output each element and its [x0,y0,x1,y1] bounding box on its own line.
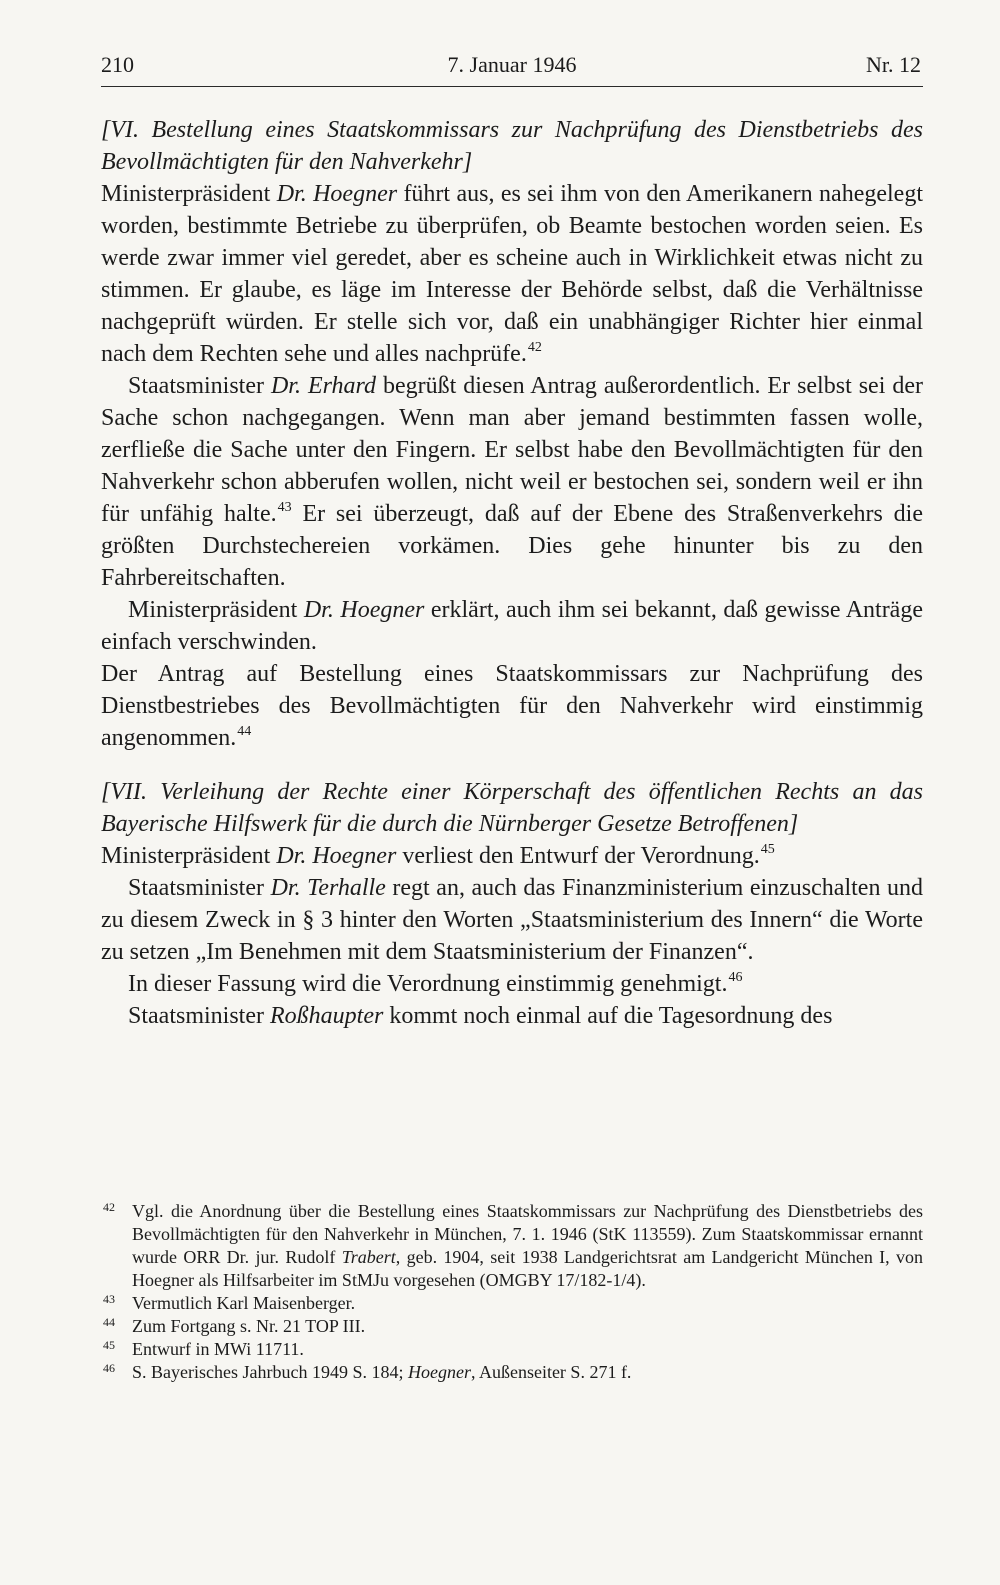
issue-number: Nr. 12 [866,52,921,77]
footnote-ref: 43 [277,499,292,515]
footnote-ref: 45 [760,841,775,857]
page-number: 210 [101,52,134,77]
footnote: 46 S. Bayerisches Jahrbuch 1949 S. 184; Hoegner, Außenseiter S. 271 f. [101,1361,923,1384]
footnote-number: 42 [103,1200,115,1214]
footnote-ref: 42 [527,339,542,355]
footnote-ref: 44 [237,723,252,739]
footnote-number: 46 [103,1361,115,1375]
person-name: Trabert [341,1247,396,1267]
footnotes [101,1200,923,1384]
paragraph: Ministerpräsident Dr. Hoegner erklärt, auch ihm sei bekannt, daß gewisse Anträge einfach verschwinden. [101,597,923,655]
paragraph-resolution: Der Antrag auf Bestellung eines Staatskommissars zur Nachprüfung des Dienstbestriebes des Bevollmächtigten für den Nahverkehr wird einstimmig angenommen.$^{44}$ [101,661,923,751]
paragraph: Staatsminister Roßhaupter kommt noch einmal auf die Tagesordnung des [128,1003,833,1029]
person-name: Roßhaupter [269,1003,384,1029]
footnote-number: 44 [103,1315,115,1329]
footnote-number: 45 [103,1338,115,1352]
paragraph: In dieser Fassung wird die Verordnung einstimmig genehmigt.$^{46}$ [128,969,743,997]
header-date: 7. Januar 1946 [447,52,577,77]
footnote: 43 Vermutlich Karl Maisenberger. [101,1292,923,1315]
footnote-number: 43 [103,1292,115,1306]
person-name: Dr. Hoegner [303,597,425,623]
main-text [101,114,923,1032]
person-name: Dr. Hoegner [276,181,398,207]
section-heading-vi: [VI. Bestellung eines Staatskommissars zur Nachprüfung des Dienstbetriebs des Bevollmächtigten für den Nahverkehr] [101,117,923,175]
footnote: 44 Zum Fortgang s. Nr. 21 TOP III. [101,1315,923,1338]
person-name: Dr. Erhard [270,373,376,399]
person-name: Hoegner [407,1362,471,1382]
footnote-ref: 46 [728,969,743,985]
person-name: Dr. Terhalle [270,875,386,901]
paragraph: Staatsminister Dr. Erhard begrüßt diesen Antrag außerordentlich. Er selbst sei der Sache schon nachgegangen. Wenn man aber jemand bestimmten fassen wolle, zerfließe die Sache unter den Fingern. Er selbst habe den Bevollmächtigten für den Nahverkehr schon abberufen wollen, nicht weil er bestochen sei, sondern weil er ihn für unfähig halte.$^{43}$ Er sei überzeugt, daß auf der Ebene des Straßenverkehrs die größten Durchstechereien vorkämen. Dies gehe hinunter bis zu den Fahrbereitschaften. [101,373,924,591]
paragraph: Staatsminister Dr. Terhalle regt an, auch das Finanzministerium einzuschalten und zu diesem Zweck in § 3 hinter den Worten „Staatsministerium des Innern“ die Worte zu setzen „Im Benehmen mit dem Staatsministerium der Finanzen“. [101,875,924,965]
footnote: 45 Entwurf in MWi 11711. [101,1338,923,1361]
footnote: 42 Vgl. die Anordnung über die Bestellung eines Staatskommissars zur Nachprüfung des Dienstbetriebs des Bevollmächtigten für den Nahverkehr in München, 7. 1. 1946 (StK 113559). Zum Staatskommissar ernannt wurde ORR Dr. jur. Rudolf Trabert, geb. 1904, seit 1938 Landgerichtsrat am Landgericht München I, von Hoegner als Hilfsarbeiter im StMJu vorgesehen (OMGBY 17/182-1/4). [101,1200,923,1292]
person-name: Dr. Hoegner [276,843,397,869]
paragraph: Ministerpräsident Dr. Hoegner führt aus, es sei ihm von den Amerikanern nahegelegt worden, bestimmte Betriebe zu überprüfen, ob Beamte bestochen worden seien. Es werde zwar immer viel geredet, aber es scheine auch in Wirklichkeit etwas nicht zu stimmen. Er glaube, es läge im Interesse der Behörde selbst, daß die Verhältnisse nachgeprüft würden. Er stelle sich vor, daß ein unabhängiger Richter hier einmal nach dem Rechten sehe und alles nachprüfe.$^{42}$ [101,181,923,367]
running-header [101,48,923,87]
paragraph: Ministerpräsident Dr. Hoegner verliest den Entwurf der Verordnung.$^{45}$ [101,841,775,869]
section-heading-vii: [VII. Verleihung der Rechte einer Körperschaft des öffentlichen Rechts an das Bayerische Hilfswerk für die durch die Nürnberger Gesetze Betroffenen] [101,779,923,837]
